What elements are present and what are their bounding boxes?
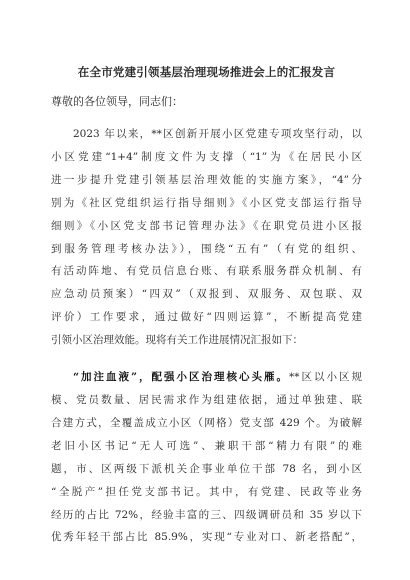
text-line: 2023 年以来，**区创新开展小区党建专项攻坚行动，以 bbox=[73, 128, 362, 140]
section-heading: “加注血液”，配强小区治理核心头雁。 bbox=[73, 371, 290, 384]
text-line: 细则》《小区党支部书记管理办法》《在职党员进小区报 bbox=[51, 219, 362, 232]
intro-paragraph bbox=[51, 123, 362, 352]
text-line: 经历的占比 72%，经验丰富的三、四级调研员和 35 岁以下 bbox=[51, 508, 362, 521]
text-line: “全脱产”担任党支部书记。其中，有党建、民政等业务 bbox=[51, 485, 362, 498]
text-line: 应急动员预案）“四双”（双报到、双服务、双包联、双 bbox=[51, 288, 362, 301]
text-line: 别为《社区党组织运行指导细则》《小区党支部运行指导 bbox=[51, 196, 362, 209]
text-line: 进一步提升党建引领基层治理效能的实施方案》，“4”分 bbox=[51, 173, 362, 186]
text-line: 模、党员数量、居民需求作为组建依据，通过单独建、联 bbox=[51, 393, 362, 406]
document-title: 在全市党建引领基层治理现场推进会上的汇报发言 bbox=[77, 65, 336, 79]
text-line: 有活动阵地、有党员信息台账、有联系服务群众机制、有 bbox=[51, 265, 362, 278]
text-line: 题，市、区两级下派机关企事业单位干部 78 名，到小区 bbox=[51, 462, 362, 475]
section-heading-rest: **区以小区规 bbox=[289, 371, 362, 384]
text-line: 老旧小区书记“无人可选”、兼职干部“精力有限”的难 bbox=[51, 439, 362, 452]
text-line: 小区党建“1+4”制度文件为支撑（“1”为《在居民小区 bbox=[51, 150, 362, 163]
text-line: 引领小区治理效能。现将有关工作进展情况汇报如下： bbox=[51, 334, 303, 347]
text-line: 到服务管理考核办法》），围绕“五有”（有党的组织、 bbox=[51, 242, 362, 255]
salutation: 尊敬的各位领导，同志们： bbox=[51, 95, 183, 108]
text-line: 评价）工作要求，通过做好“四则运算”，不断提高党建 bbox=[51, 311, 362, 324]
text-line bbox=[51, 366, 362, 389]
section-paragraph bbox=[51, 366, 362, 549]
text-line: 合建方式，全覆盖成立小区（网格）党支部 429 个。为破解 bbox=[51, 416, 362, 429]
text-line: 优秀年轻干部占比 85.9%，实现“专业对口、新老搭配”， bbox=[51, 531, 362, 544]
